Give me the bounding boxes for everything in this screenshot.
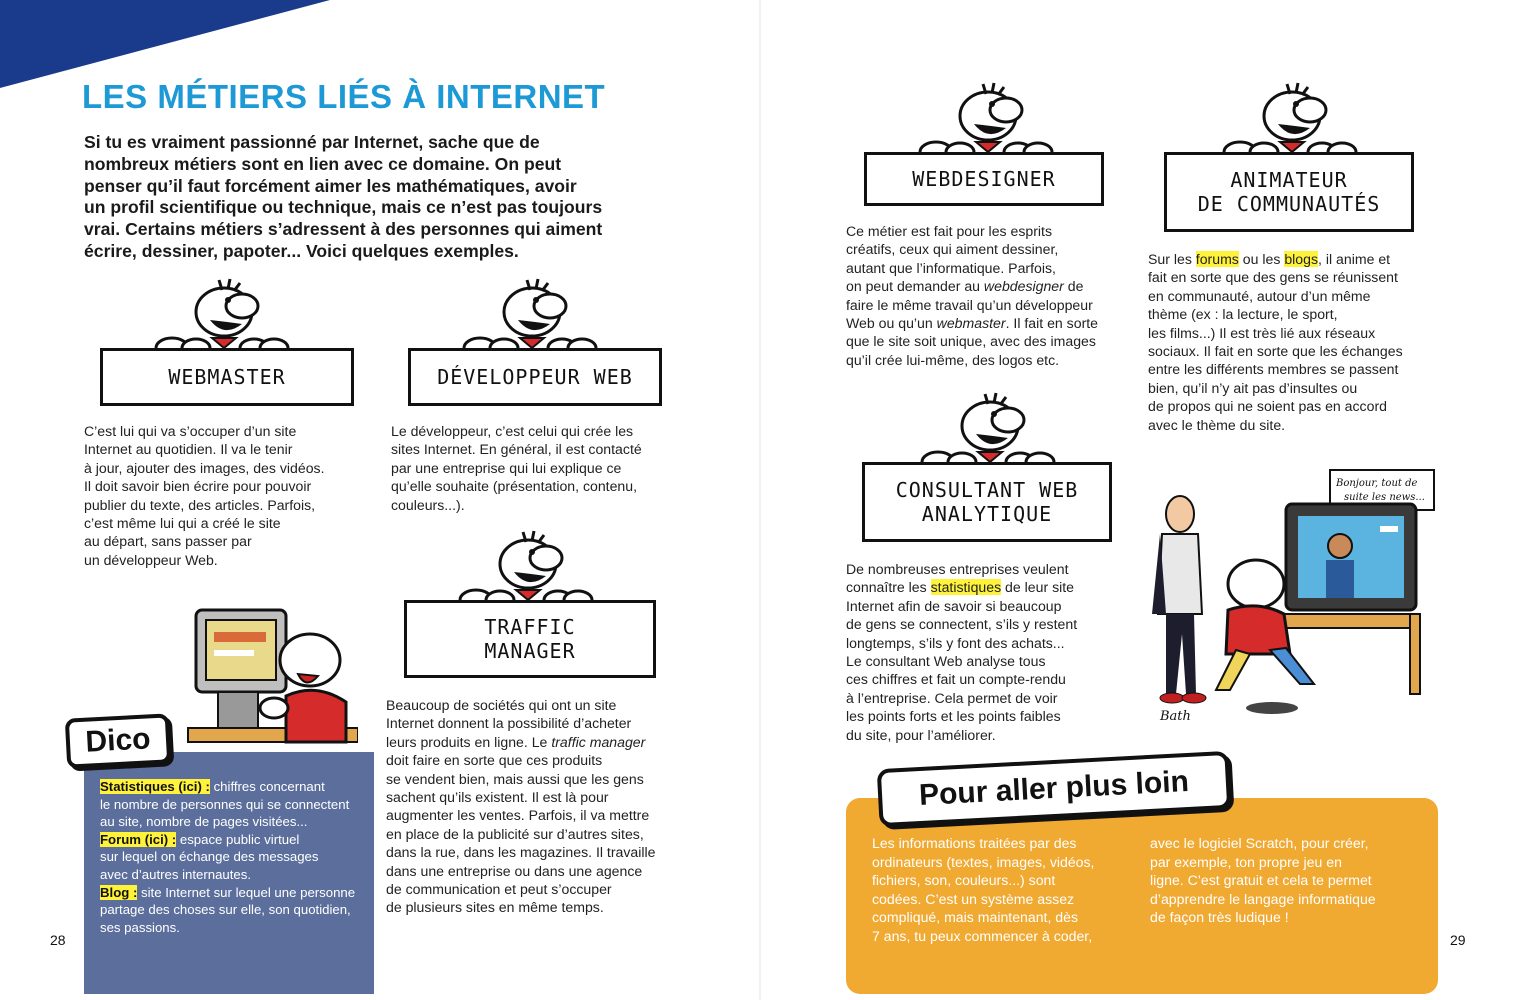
sign-board [408,348,662,406]
text-fragment: on peut demander au [846,278,984,295]
job-label: WEBMASTER [168,365,286,389]
text-line: ligne. C’est gratuit et cela te permet [1150,872,1372,888]
text-line: 7 ans, tu peux commencer à coder, [872,927,1093,944]
sign-animateur-de-communautes [1164,82,1414,232]
text-fragment: de leur site [1001,579,1074,596]
text-line: de gens se connectent, s’ils y restent [846,616,1078,633]
text-line: compliqué, mais maintenant, dès [872,909,1079,925]
text-line: par une entreprise qui lui explique ce [391,459,622,476]
emphasis-term: webmaster [936,315,1006,332]
definition-line: le nombre de personnes qui se connectent [100,796,350,812]
text-line: avec le logiciel Scratch, pour créer, [1150,835,1369,851]
text-fragment: . Il fait en sorte [1005,315,1099,332]
definition-text: site Internet sur lequel une personne [137,884,356,900]
text-line: fichiers, son, couleurs...) sont [872,872,1056,888]
pour-aller-plus-loin-title: Pour aller plus loin [918,764,1190,813]
text-line: Les informations traitées par des [872,835,1077,851]
text-line: d’apprendre le langage informatique [1150,890,1376,907]
text-line: ordinateurs (textes, images, vidéos, [872,853,1095,870]
job-label: ANALYTIQUE [921,502,1053,526]
text-line: dans une entreprise ou dans une agence [386,862,643,879]
text-fragment: Web ou qu’un [846,315,937,332]
intro-paragraph [84,132,684,263]
definition-term: Forum (ici) : [100,831,177,847]
office-scene-illustration [1140,464,1440,726]
emphasis-term: traffic manager [551,733,646,750]
character-peeking-illustration [140,278,300,358]
sign-board [864,152,1104,206]
job-label: WEBDESIGNER [912,167,1056,191]
text-line: thème (ex : la lecture, le sport, [1148,306,1338,323]
webdesigner-description [846,222,1098,369]
text-line: qu’il crée lui-même, des logos etc. [846,351,1060,368]
text-line: sachent qu’ils existent. Il est là pour [386,789,609,806]
intro-line: nombreux métiers sont en lien avec ce domaine. On peut [84,153,562,174]
text-line: ces chiffres et fait un compte-rendu [846,671,1066,688]
text-line: sites Internet. En général, il est contacté [391,441,642,458]
page-number-left: 28 [50,932,66,948]
definition-line: partage des choses sur elle, son quotidien, [100,902,351,918]
text-line: Le consultant Web analyse tous [846,653,1046,670]
webmaster-description [84,422,325,569]
text-line: Internet donnent la possibilité d’acheter [386,715,632,732]
text-line [846,578,1077,596]
speech-text: suite les news... [1344,492,1425,503]
dico-title-tag [65,713,171,768]
job-label: TRAFFIC [484,615,576,639]
text-line: autant que l’informatique. Parfois, [846,259,1056,276]
highlighted-term: forums [1195,251,1239,267]
page-fold [759,0,761,1000]
definition-line [100,831,355,849]
character-peeking-illustration [904,82,1064,162]
intro-line: écrire, dessiner, papoter... Voici quelques exemples. [84,240,519,261]
text-line [1148,250,1403,268]
definition-line: ses passions. [100,919,180,935]
consultant-description [846,560,1077,744]
character-peeking-illustration [444,530,604,610]
job-label: DE COMMUNAUTÉS [1197,192,1381,216]
job-label: MANAGER [484,639,576,663]
definition-line [100,778,355,796]
highlighted-term: statistiques [930,579,1002,596]
definition-line: avec d’autres internautes. [100,866,252,882]
definition-line: au site, nombre de pages visitées... [100,814,308,830]
text-line: Le développeur, c’est celui qui crée les [391,423,634,439]
text-line: De nombreuses entreprises veulent [846,561,1069,577]
text-line: faire le même travail qu’un développeur [846,296,1093,313]
text-line: en place de la publicité sur d’autres sites, [386,825,644,842]
text-line: de plusieurs sites en même temps. [386,899,604,916]
artist-signature: Bath [1160,709,1191,724]
text-line: dans la rue, dans les magazines. Il travaille [386,844,656,861]
text-line: par exemple, ton propre jeu en [1150,853,1342,870]
corner-decoration [0,0,340,90]
speech-text: Bonjour, tout de [1336,478,1418,489]
text-line: C’est lui qui va s’occuper d’un site [84,423,297,439]
definition-term: Blog : [100,884,138,900]
text-fragment: , il anime et [1318,251,1391,267]
text-line: Ce métier est fait pour les esprits [846,223,1053,239]
kid-computer-illustration [178,598,358,748]
text-line: du site, pour l’améliorer. [846,726,996,743]
sign-webdesigner [864,82,1104,206]
sign-traffic-manager [404,530,656,678]
definition-text: chiffres concernant [209,779,325,794]
sign-developpeur-web [408,278,662,406]
text-line [846,277,1098,295]
text-line: créatifs, ceux qui aiment dessiner, [846,241,1059,258]
text-line: doit faire en sorte que ces produits [386,752,603,769]
intro-line: penser qu’il faut forcément aimer les mathématiques, avoir [84,175,577,196]
intro-line: Si tu es vraiment passionné par Internet, sache que de [84,132,540,152]
text-line: Internet au quotidien. Il va le tenir [84,441,293,458]
text-line: un développeur Web. [84,551,218,568]
sign-board [100,348,354,406]
pour-aller-plus-loin-col1 [872,834,1094,945]
text-line: bien, qu’il n’y ait pas d’insultes ou [1148,379,1358,396]
text-line: de façon très ludique ! [1150,909,1289,925]
pour-aller-plus-loin-col2 [1150,834,1376,927]
text-line: se vendent bien, mais aussi que les gens [386,770,644,787]
text-fragment: leurs produits en ligne. Le [386,733,552,750]
text-line: c’est même lui qui a créé le site [84,515,281,532]
text-line: avec le thème du site. [1148,416,1286,433]
text-line: codées. C’est un système assez [872,890,1075,907]
text-line: longtemps, s’ils y font des achats... [846,634,1065,651]
text-fragment: Sur les [1148,251,1196,267]
character-peeking-illustration [448,278,608,358]
developpeur-description [391,422,642,514]
text-line: Il doit savoir bien écrire pour pouvoir [84,478,312,495]
text-line: publier du texte, des articles. Parfois, [84,496,316,513]
sign-board [404,600,656,678]
text-line: couleurs...). [391,496,465,513]
emphasis-term: webdesigner [983,278,1064,295]
sign-consultant-web-analytique [862,392,1112,542]
definition-term: Statistiques (ici) : [100,779,210,794]
definition-line [100,884,355,902]
text-fragment: ou les [1238,251,1285,267]
text-line: en communauté, autour d’un même [1148,287,1371,304]
text-fragment: connaître les [846,579,931,596]
text-line: au départ, sans passer par [84,533,252,550]
job-label: ANIMATEUR [1230,168,1348,192]
character-peeking-illustration [1208,82,1368,162]
character-peeking-illustration [906,392,1066,472]
sign-board [1164,152,1414,232]
sign-webmaster [100,278,354,406]
page-number-right: 29 [1450,932,1466,948]
job-label: CONSULTANT WEB [895,478,1079,502]
page-title: LES MÉTIERS LIÉS À INTERNET [82,78,606,115]
text-line: Beaucoup de sociétés qui ont un site [386,697,617,713]
text-fragment: de [1063,278,1084,295]
text-line: qu’elle souhaite (présentation, contenu, [391,478,638,495]
text-line: de communication et peut s’occuper [386,881,612,898]
text-line: entre les différents membres se passent [1148,361,1399,378]
text-line: Internet afin de savoir si beaucoup [846,597,1062,614]
text-line: de propos qui ne soient pas en accord [1148,398,1387,415]
highlighted-term: blogs [1284,251,1319,267]
text-line [846,314,1098,332]
text-line: les points forts et les points faibles [846,708,1061,725]
dico-definitions [100,778,355,936]
dico-title: Dico [84,722,152,759]
animateur-description [1148,250,1403,434]
definition-text: espace public virtuel [176,831,300,847]
job-label: DÉVELOPPEUR WEB [437,365,633,389]
sign-board [862,462,1112,542]
text-line [386,733,656,751]
intro-line: vrai. Certains métiers s’adressent à des personnes qui aiment [84,219,603,240]
text-line: à jour, ajouter des images, des vidéos. [84,459,325,476]
text-line: les films...) Il est très lié aux réseaux [1148,324,1376,341]
text-line: fait en sorte que des gens se réunissent [1148,269,1398,286]
text-line: sociaux. Il fait en sorte que les échanges [1148,343,1403,360]
intro-line: un profil scientifique ou technique, mais ce n’est pas toujours [84,197,603,218]
text-line: que le site soit unique, avec des images [846,333,1096,350]
definition-line: sur lequel on échange des messages [100,849,319,865]
traffic-description [386,696,656,917]
text-line: à l’entreprise. Cela permet de voir [846,689,1058,706]
text-line: augmenter les ventes. Parfois, il va mettre [386,807,650,824]
